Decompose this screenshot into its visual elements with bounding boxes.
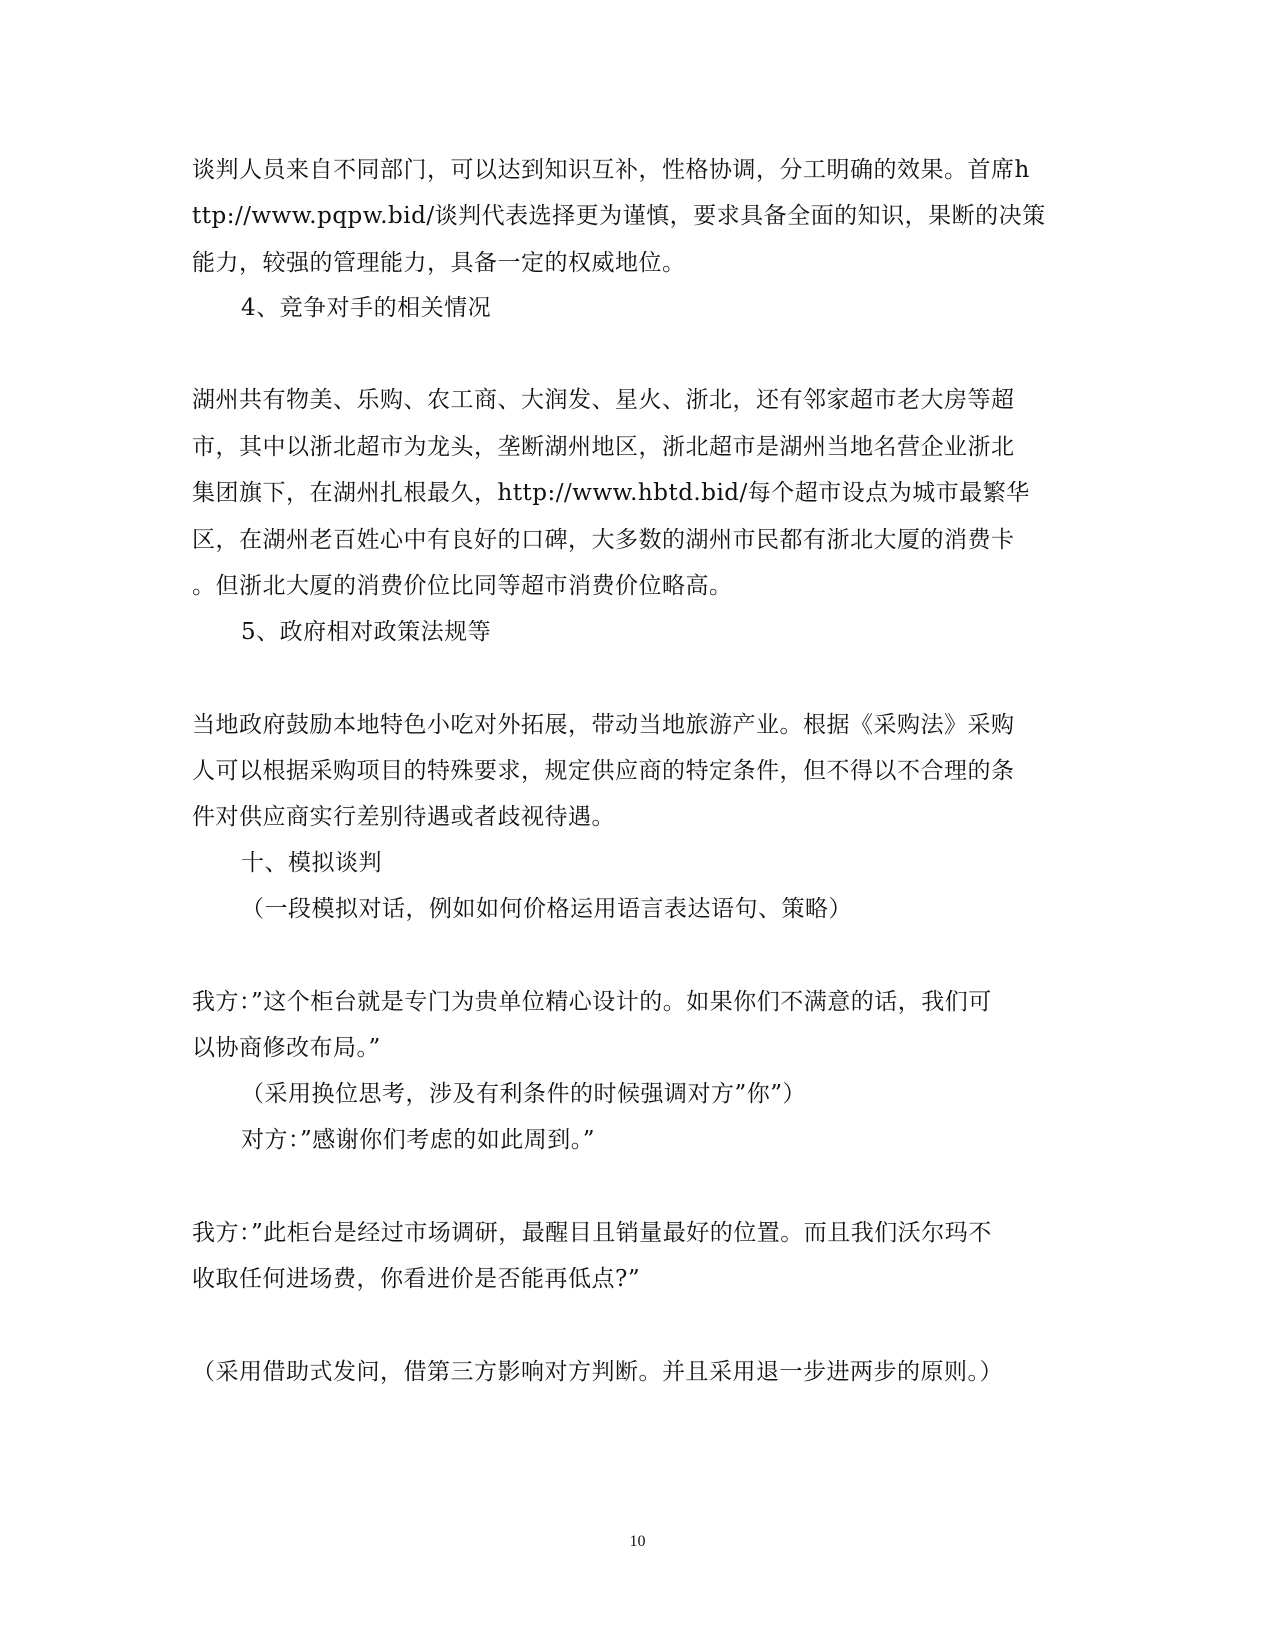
page-number: 10 — [629, 1533, 646, 1550]
section-heading: 4、竞争对手的相关情况 — [241, 295, 492, 321]
dialogue-line: 以协商修改布局。” — [192, 1035, 381, 1061]
paragraph-line: 集团旗下，在湖州扎根最久，http://www.hbtd.bid/每个超市设点为城市最繁华 — [192, 480, 1030, 506]
section-heading: 5、政府相对政策法规等 — [241, 619, 492, 645]
paragraph-line: 区，在湖州老百姓心中有良好的口碑，大多数的湖州市民都有浙北大厦的消费卡 — [192, 527, 1015, 553]
paragraph-line: 件对供应商实行差别待遇或者歧视待遇。 — [192, 804, 615, 830]
paragraph-line: 当地政府鼓励本地特色小吃对外拓展，带动当地旅游产业。根据《采购法》采购 — [192, 712, 1015, 738]
note-line: （一段模拟对话，例如如何价格运用语言表达语句、策略） — [241, 896, 852, 922]
paragraph-line: 。但浙北大厦的消费价位比同等超市消费价位略高。 — [192, 573, 733, 599]
paragraph-line: 谈判人员来自不同部门，可以达到知识互补，性格协调，分工明确的效果。首席h — [192, 157, 1030, 183]
dialogue-line: 收取任何进场费，你看进价是否能再低点?” — [192, 1266, 641, 1292]
paragraph-line: ttp://www.pqpw.bid/谈判代表选择更为谨慎，要求具备全面的知识，果断的决策 — [192, 203, 1046, 229]
paragraph-line: 能力，较强的管理能力，具备一定的权威地位。 — [192, 250, 686, 276]
paragraph-line: 市，其中以浙北超市为龙头，垄断湖州地区，浙北超市是湖州当地名营企业浙北 — [192, 434, 1015, 460]
note-line: （采用借助式发问，借第三方影响对方判断。并且采用退一步进两步的原则。） — [192, 1359, 1003, 1385]
dialogue-line: 对方：”感谢你们考虑的如此周到。” — [241, 1127, 596, 1153]
dialogue-line: 我方：”这个柜台就是专门为贵单位精心设计的。如果你们不满意的话，我们可 — [192, 989, 992, 1015]
paragraph-line: 人可以根据采购项目的特殊要求，规定供应商的特定条件，但不得以不合理的条 — [192, 758, 1015, 784]
section-heading: 十、模拟谈判 — [241, 850, 382, 876]
note-line: （采用换位思考，涉及有利条件的时候强调对方”你”） — [241, 1081, 807, 1107]
paragraph-line: 湖州共有物美、乐购、农工商、大润发、星火、浙北，还有邻家超市老大房等超 — [192, 387, 1015, 413]
dialogue-line: 我方：”此柜台是经过市场调研，最醒目且销量最好的位置。而且我们沃尔玛不 — [192, 1220, 992, 1246]
